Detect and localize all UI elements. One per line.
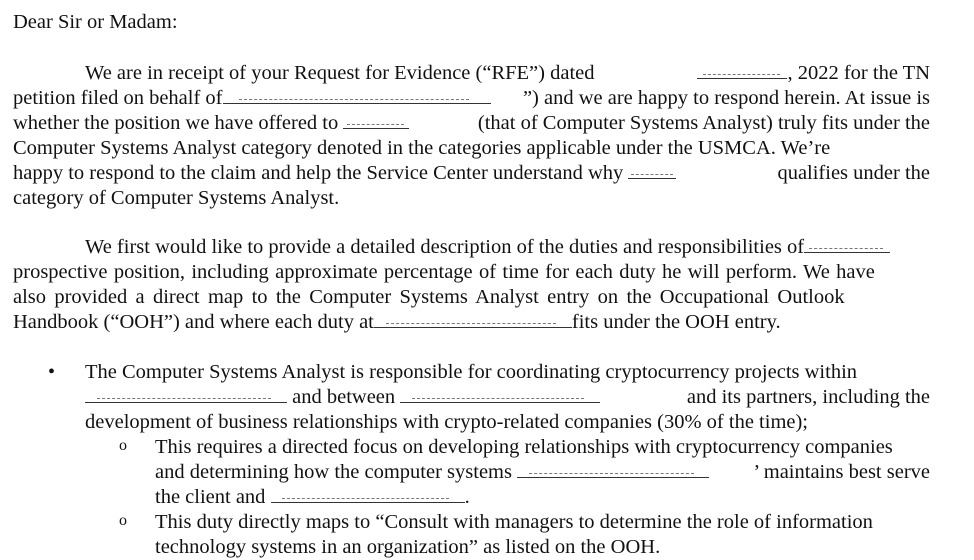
para1-line3-end: (that of Computer Systems Analyst) truly fits under the [477,112,930,134]
para1-line5-start [13,161,676,186]
sub1-line2 [155,460,930,485]
redacted-company [517,463,709,478]
para1-line1-text: We are in receipt of your Request for Evidence (“RFE”) dated [85,62,595,84]
para1-line3-text: whether the position we have offered to [13,112,339,134]
para1-line2-end: ”) and we are happy to respond herein. At issue is [522,87,930,109]
sub1-line3 [155,485,930,510]
sub2-line2: technology systems in an organization” as listed on the OOH. [155,536,661,558]
bullet1-line2-end: and its partners, including the [686,386,930,408]
sub1-line3-tail: . [464,486,470,508]
sub1-line2-end: ’ maintains best serve [753,461,930,483]
para2-line2: prospective position, including approximate percentage of time for each duty he will perform. We have [13,261,875,283]
bullet-marker: • [48,361,56,383]
para1-line1 [85,61,930,86]
para1-line2 [13,86,930,111]
para2-line4-text: Handbook (“OOH”) and where each duty at [13,311,374,333]
redacted-name [804,238,890,253]
sub-bullet-marker: o [119,437,127,454]
sub-bullet-marker: o [119,512,127,529]
sub1-line3-text: the client and [155,486,266,508]
redacted-beneficiary [223,89,491,104]
para1-line4: Computer Systems Analyst category denoted in the categories applicable under the USMCA. We’re [13,137,831,159]
redacted-company [271,488,465,503]
sub1-line2-text: and determining how the computer systems [155,461,512,483]
bullet1-line2-start [85,385,600,410]
para1-line5 [13,161,930,186]
para1-line5-text: happy to respond to the claim and help the Service Center understand why [13,162,624,184]
redacted-date [697,64,787,79]
para1-line6: category of Computer Systems Analyst. [13,187,340,209]
redacted-company [374,313,572,328]
salutation: Dear Sir or Madam: [13,11,178,33]
bullet1-line3: development of business relationships with crypto-related companies (30% of the time); [85,411,809,433]
para2-line4 [13,310,930,335]
para2-line1 [85,235,930,260]
redacted-company [400,388,600,403]
para2-line3: also provided a direct map to the Computer Systems Analyst entry on the Occupational Outlook [13,286,845,308]
sub1-line2-start [155,460,709,485]
para1-line3 [13,111,930,136]
para2-line1-text: We first would like to provide a detailed description of the duties and responsibilities of [85,236,805,258]
para2-line4-tail: fits under the OOH entry. [571,311,781,333]
bullet1-line1: The Computer Systems Analyst is responsible for coordinating cryptocurrency projects within [85,361,858,383]
bullet1-line2-text: and between [292,386,396,408]
para1-line1-tail: , 2022 for the TN [787,62,930,84]
redacted-name [628,164,676,179]
para1-line2-text: petition filed on behalf of [13,87,223,109]
para1-line1-end [697,61,930,86]
para1-line2-start [13,86,491,111]
para1-line5-end: qualifies under the [777,162,930,184]
redacted-name [343,114,409,129]
redacted-company [85,388,287,403]
bullet1-line2 [85,385,930,410]
para1-line3-start [13,111,409,136]
sub2-line1: This duty directly maps to “Consult with managers to determine the role of information [155,511,873,533]
sub1-line1: This requires a directed focus on developing relationships with cryptocurrency companies [155,436,893,458]
